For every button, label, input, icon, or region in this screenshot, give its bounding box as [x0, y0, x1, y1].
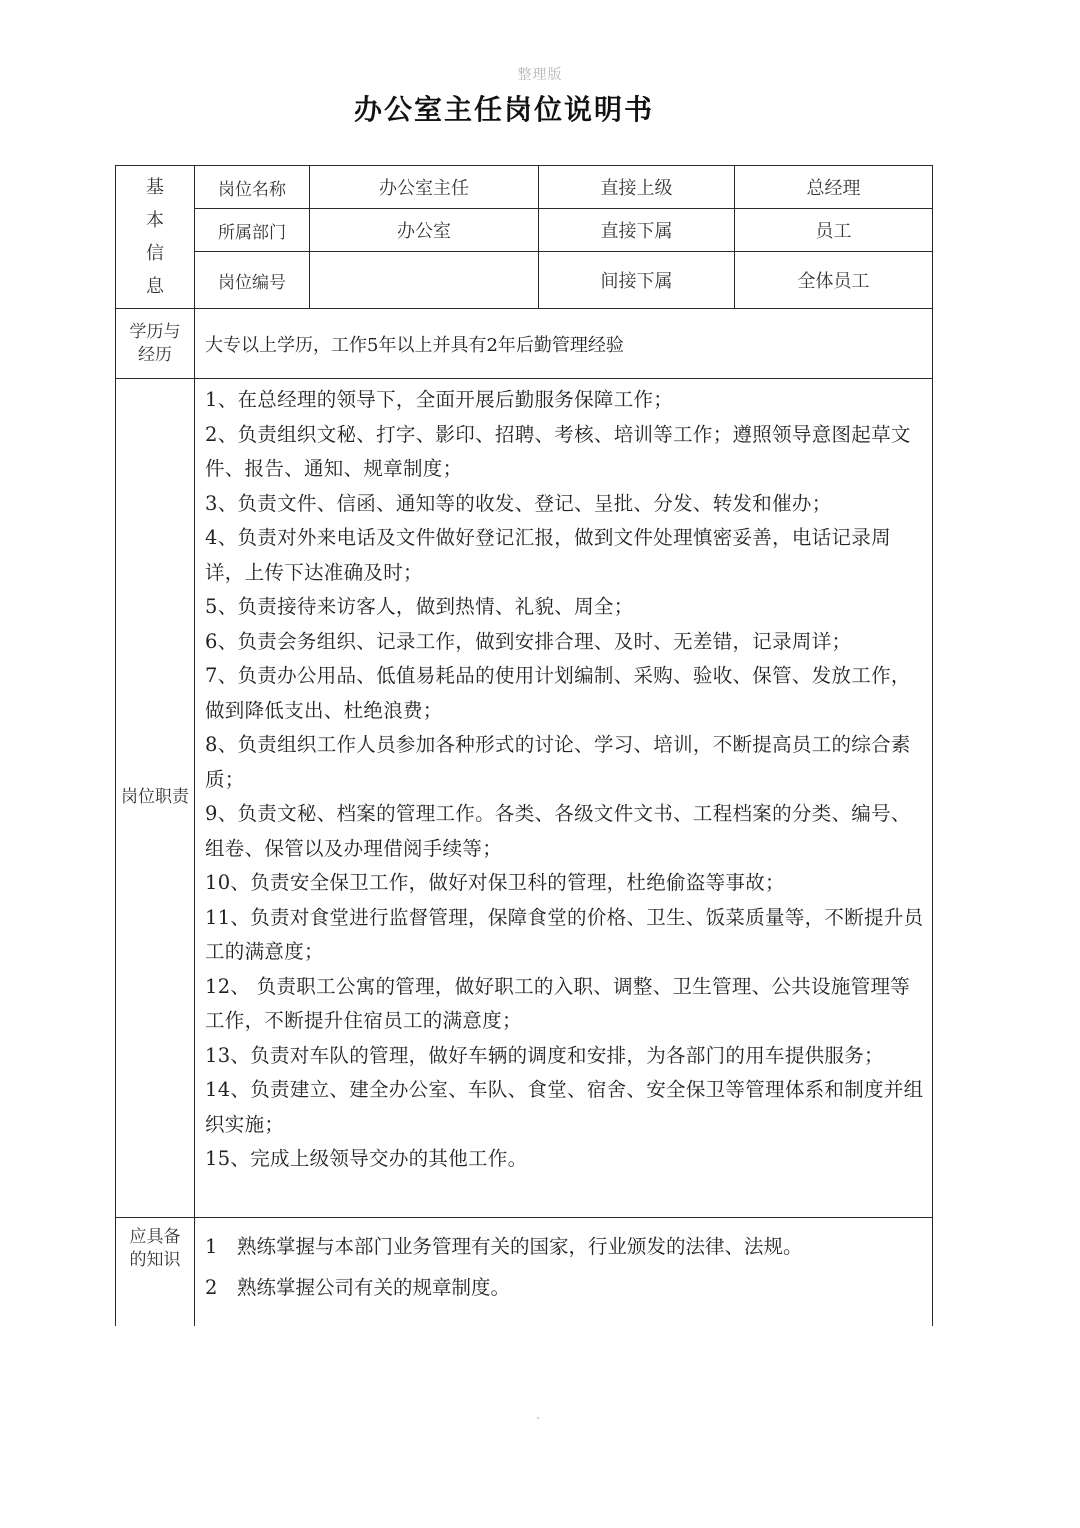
duty-item: 15、完成上级领导交办的其他工作。	[205, 1147, 528, 1170]
duty-item: 2、负责组织文秘、打字、影印、招聘、考核、培训等工作；遵照领导意图起草文件、报告、通知、规章制度；	[205, 422, 911, 480]
field-label-indirect-subordinates: 间接下属	[539, 252, 735, 309]
duty-item: 10、负责安全保卫工作，做好对保卫科的管理，杜绝偷盗等事故；	[205, 871, 785, 894]
duty-item: 7、负责办公用品、低值易耗品的使用计划编制、采购、验收、保管、发放工作，做到降低支出、杜绝浪费；	[205, 664, 911, 722]
education-label: 学历与 经历	[116, 309, 195, 379]
field-value-position-code	[310, 252, 539, 309]
table-row-position-code	[116, 252, 933, 309]
duty-item: 5、负责接待来访客人，做到热情、礼貌、周全；	[205, 595, 634, 618]
table-row-department	[116, 209, 933, 252]
knowledge-item: 2 熟练掌握公司有关的规章制度。	[205, 1275, 511, 1299]
table-row-knowledge	[116, 1217, 933, 1326]
field-value-indirect-subordinates: 全体员工	[735, 252, 933, 309]
duties-list	[195, 379, 933, 1218]
field-label-department: 所属部门	[195, 209, 310, 252]
duty-item: 12、 负责职工公寓的管理，做好职工的入职、调整、卫生管理、公共设施管理等工作，不断提升住宿员工的满意度；	[205, 974, 911, 1032]
field-value-direct-subordinates: 员工	[735, 209, 933, 252]
field-label-direct-subordinates: 直接下属	[539, 209, 735, 252]
duty-item: 9、负责文秘、档案的管理工作。各类、各级文件文书、工程档案的分类、编号、组卷、保管以及办理借阅手续等；	[205, 802, 911, 860]
basic-info-label: 基 本 信 息	[116, 166, 195, 309]
duty-item: 4、负责对外来电话及文件做好登记汇报，做到文件处理慎密妥善，电话记录周详，上传下达准确及时；	[205, 526, 891, 584]
field-label-direct-superior: 直接上级	[539, 166, 735, 209]
field-value-direct-superior: 总经理	[735, 166, 933, 209]
duty-item: 11、负责对食堂进行监督管理，保障食堂的价格、卫生、饭菜质量等，不断提升员工的满意度；	[205, 905, 924, 963]
duty-item: 8、负责组织工作人员参加各种形式的讨论、学习、培训，不断提高员工的综合素质；	[205, 733, 911, 791]
watermark: 整理版	[517, 67, 563, 83]
duties-label: 岗位职责	[116, 379, 195, 1218]
field-value-department: 办公室	[310, 209, 539, 252]
knowledge-list	[195, 1217, 933, 1326]
table-row-position-name	[116, 166, 933, 209]
knowledge-label: 应具备 的知识	[116, 1217, 195, 1326]
document-title: 办公室主任岗位说明书	[353, 93, 654, 126]
duty-item: 1、在总经理的领导下，全面开展后勤服务保障工作；	[205, 388, 674, 411]
duty-item: 6、负责会务组织、记录工作，做到安排合理、及时、无差错，记录周详；	[205, 629, 852, 653]
field-value-position-name: 办公室主任	[310, 166, 539, 209]
table-row-education	[116, 309, 933, 379]
knowledge-item: 1 熟练掌握与本部门业务管理有关的国家，行业颁发的法律、法规。	[205, 1234, 803, 1258]
education-requirement: 大专以上学历，工作5年以上并具有2年后勤管理经验	[195, 309, 933, 379]
duty-item: 14、负责建立、建全办公室、车队、食堂、宿舍、安全保卫等管理体系和制度并组织实施；	[205, 1078, 924, 1136]
duty-item: 3、负责文件、信函、通知等的收发、登记、呈批、分发、转发和催办；	[205, 491, 832, 515]
field-label-position-code: 岗位编号	[195, 252, 310, 309]
page-mark	[537, 1417, 539, 1419]
field-label-position-name: 岗位名称	[195, 166, 310, 209]
job-description-table	[115, 165, 933, 1326]
table-row-duties	[116, 379, 933, 1218]
duty-item: 13、负责对车队的管理，做好车辆的调度和安排，为各部门的用车提供服务；	[205, 1043, 884, 1067]
